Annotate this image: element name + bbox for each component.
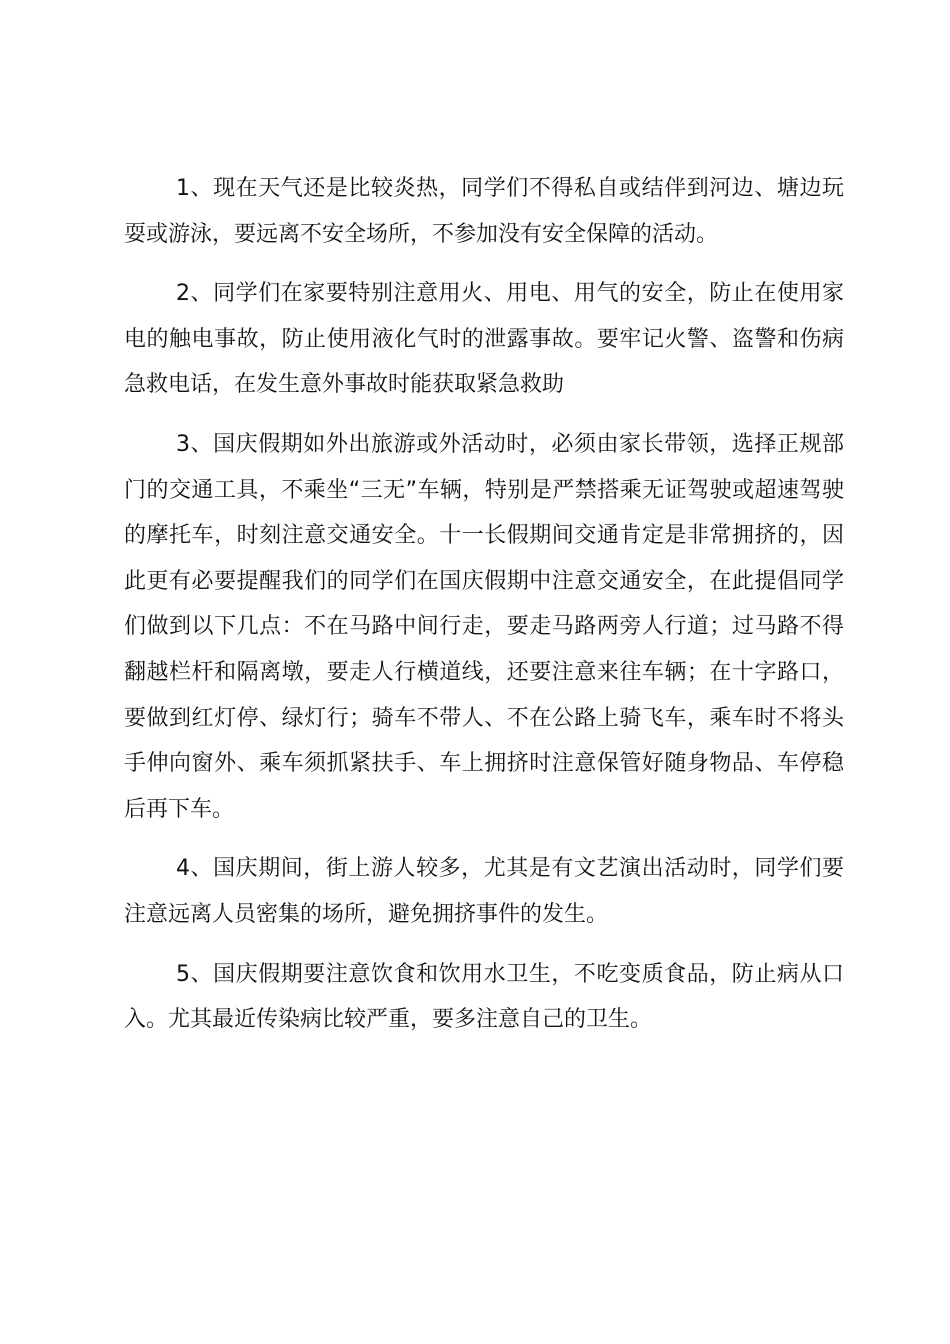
safety-item-5: 5、国庆假期要注意饮食和饮用水卫生，不吃变质食品，防止病从口入。尤其最近传染病比较严重，要多注意自己的卫生。 [124,961,844,1033]
safety-item-3: 3、国庆假期如外出旅游或外活动时，必须由家长带领，选择正规部门的交通工具，不乘坐“三无”车辆，特别是严禁搭乘无证驾驶或超速驾驶的摩托车，时刻注意交通安全。十一长假期间交通肯定是非常拥挤的，因此更有必要提醒我们的同学们在国庆假期中注意交通安全，在此提倡同学们做到以下几点：不在马路中间行走，要走马路两旁人行道；过马路不得翻越栏杆和隔离墩，要走人行横道线，还要注意来往车辆；在十字路口，要做到红灯停、绿灯行；骑车不带人、不在公路上骑飞车，乘车时不将头手伸向窗外、乘车须抓紧扶手、车上拥挤时注意保管好随身物品、车停稳后再下车。 [124,431,844,822]
safety-item-4: 4、国庆期间，街上游人较多，尤其是有文艺演出活动时，同学们要注意远离人员密集的场所，避免拥挤事件的发生。 [124,856,844,927]
safety-item-2: 2、同学们在家要特别注意用火、用电、用气的安全，防止在使用家电的触电事故，防止使用液化气时的泄露事故。要牢记火警、盗警和伤病急救电话，在发生意外事故时能获取紧急救助 [124,281,844,398]
document-body [124,166,844,1057]
safety-item-1: 1、现在天气还是比较炎热，同学们不得私自或结伴到河边、塘边玩耍或游泳，要远离不安全场所，不参加没有安全保障的活动。 [124,176,844,247]
